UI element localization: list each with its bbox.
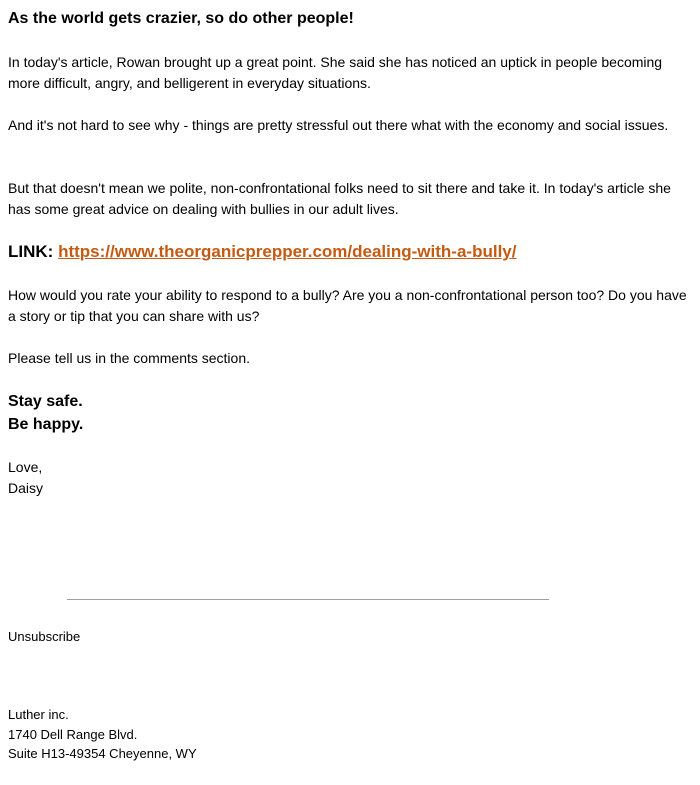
signature-name: Daisy xyxy=(8,480,44,496)
link-label: LINK: xyxy=(8,242,54,261)
signoff-stay-safe: Stay safe. xyxy=(8,393,83,410)
company-address xyxy=(8,705,197,764)
footer-divider xyxy=(67,599,549,600)
signoff xyxy=(8,390,83,436)
signoff-be-happy: Be happy. xyxy=(8,416,84,433)
article-link-line xyxy=(8,240,516,264)
company-name: Luther inc. xyxy=(8,707,69,722)
paragraph-stress: And it's not hard to see why - things are pretty stressful out there what with the economy and social issues. xyxy=(8,117,669,133)
closing-block xyxy=(8,457,43,499)
email-headline: As the world gets crazier, so do other people! xyxy=(8,10,354,27)
paragraph-advice: But that doesn't mean we polite, non-confrontational folks need to sit there and take it. In today's article she has some great advice on dealing with bullies in our adult lives. xyxy=(8,180,671,217)
paragraph-question: How would you rate your ability to respond to a bully? Are you a non-confrontational person too? Do you have a story or tip that you can share with us? xyxy=(8,287,687,324)
paragraph-intro: In today's article, Rowan brought up a great point. She said she has noticed an uptick in people becoming more difficult, angry, and belligerent in everyday situations. xyxy=(8,54,663,91)
closing-love: Love, xyxy=(8,459,43,475)
article-link[interactable]: https://www.theorganicprepper.com/dealing-with-a-bully/ xyxy=(58,242,517,261)
unsubscribe-link[interactable]: Unsubscribe xyxy=(8,629,81,644)
paragraph-comments: Please tell us in the comments section. xyxy=(8,350,251,366)
address-street: 1740 Dell Range Blvd. xyxy=(8,726,138,742)
address-suite-city: Suite H13-49354 Cheyenne, WY xyxy=(8,746,197,761)
